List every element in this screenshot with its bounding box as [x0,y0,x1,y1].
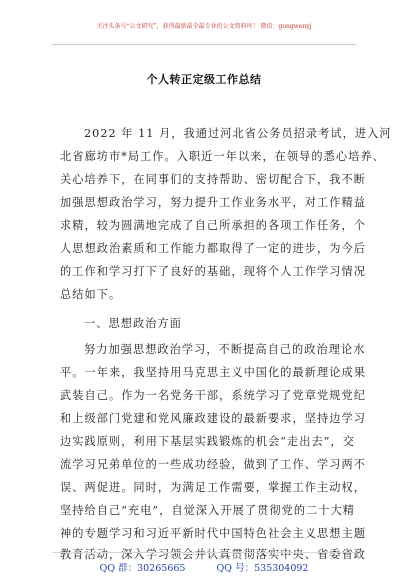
body-line: 武装自己。作为一名党务干部，系统学习了党章党规党纪 [60,389,366,402]
section-heading: 一、思想政治方面 [84,317,182,330]
footer-qq-number: QQ 号：535304092 [216,563,309,574]
body-line: 教育活动，深入学习领会并认真贯彻落实中央、省委省政 [60,548,366,561]
body-line: 误、两促进。同时，为满足工作需要，掌握工作主动权， [60,481,366,494]
body-line: 坚持给自己“充电”，自觉深入开展了贯彻党的二十大精 [60,504,356,517]
body-line: 人思想政治素质和工作能力都取得了一定的进步，为今后 [60,242,366,255]
header-divider [52,44,356,45]
body-line: 平。一年来，我坚持用马克思主义中国化的最新理论成果 [60,366,366,379]
body-line: 流学习兄弟单位的一些成功经验，做到了工作、学习两不 [60,458,366,471]
body-line: 的工作和学习打下了良好的基础，现将个人工作学习情况 [60,265,366,278]
body-line: 求精，较为圆满地完成了自己所承担的各项工作任务，个 [60,219,366,232]
body-line: 边实践原则，利用下基层实践锻炼的机会“走出去”，交 [60,435,356,448]
body-line: 加强思想政治学习，努力提升工作业务水平，对工作精益 [60,196,366,209]
body-line: 努力加强思想政治学习，不断提高自己的政治理论水 [84,343,366,356]
body-line: 神的专题学习和习近平新时代中国特色社会主义思想主题 [60,527,366,540]
body-line: 关心培养下，在同事们的支持帮助、密切配合下，我不断 [60,173,366,186]
body-line: 总结如下。 [60,288,122,301]
footer-qq-group: QQ 群：30265665 [99,563,186,574]
footer-divider [52,552,356,553]
footer-contact [0,560,408,574]
document-title: 个人转正定级工作总结 [146,73,262,86]
body-line: 北省廊坊市*局工作。入职近一年以来，在领导的悉心培养、 [60,150,385,163]
body-line: 2022 年 11 月，我通过河北省公务员招录考试，进入河 [84,127,392,140]
body-line: 和上级部门党建和党风廉政建设的最新要求，坚持边学习 [60,412,366,425]
header-promo-text: 关注头条号“公文研究”，获得最新最全最专业的公文资料库！ 微信：gongwenyj [96,23,312,30]
